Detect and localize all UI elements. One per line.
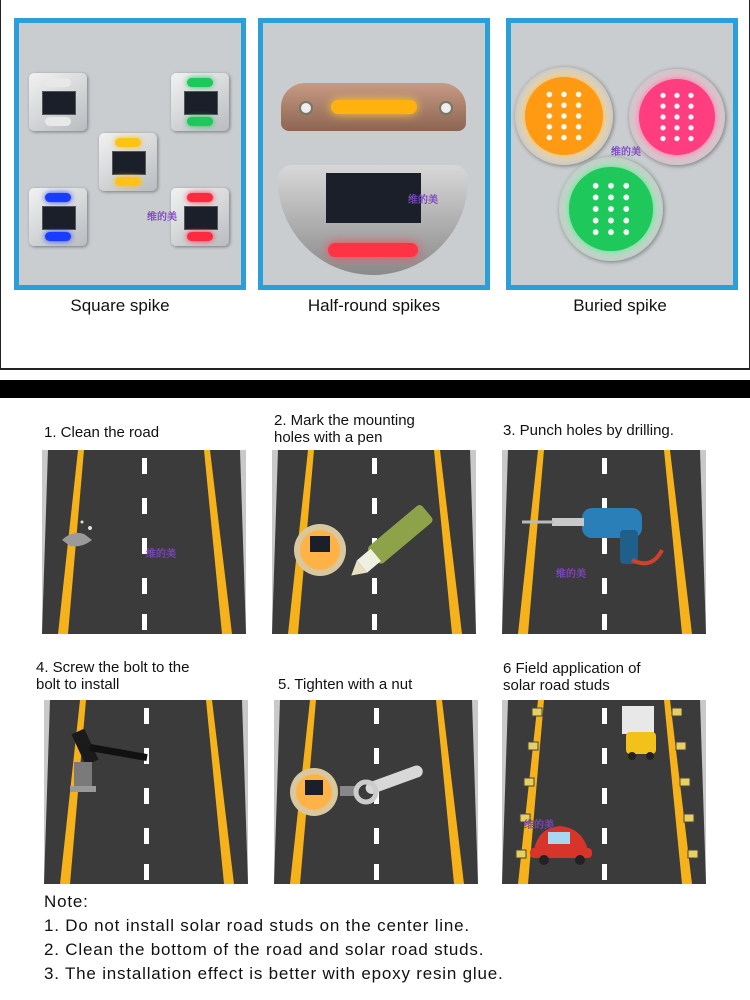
note-item-1: 1. Do not install solar road studs on the center line. xyxy=(44,916,470,935)
buried-stud-pink xyxy=(629,69,725,165)
square-stud-yellow xyxy=(99,133,157,191)
half-round-stud-red xyxy=(278,165,468,275)
buried-stud-amber xyxy=(515,67,613,165)
watermark: 维的美 xyxy=(556,569,586,580)
step-1-illustration xyxy=(42,450,246,634)
half-round-stud-yellow xyxy=(281,83,466,131)
step-2-illustration xyxy=(272,450,476,634)
square-spike-caption: Square spike xyxy=(70,296,170,315)
square-spike-image xyxy=(14,18,246,290)
step-6-illustration xyxy=(502,700,706,884)
buried-spike-image xyxy=(506,18,738,290)
note-item-2: 2. Clean the bottom of the road and solar road studs. xyxy=(44,940,485,959)
square-stud-blue xyxy=(29,188,87,246)
half-round-spike-caption: Half-round spikes xyxy=(307,296,441,315)
step-3-illustration xyxy=(502,450,706,634)
step-2-title: 2. Mark the mounting holes with a pen xyxy=(274,412,415,446)
step-4-title: 4. Screw the bolt to the bolt to install xyxy=(36,659,190,693)
step-1-title: 1. Clean the road xyxy=(44,424,160,441)
half-round-spike-image xyxy=(258,18,490,290)
section-divider xyxy=(0,380,750,398)
watermark: 维的美 xyxy=(408,195,438,206)
square-stud-green xyxy=(171,73,229,131)
watermark: 维的美 xyxy=(147,212,177,223)
buried-spike-caption: Buried spike xyxy=(573,296,667,315)
step-5-illustration xyxy=(274,700,478,884)
buried-stud-green xyxy=(559,157,663,261)
watermark: 维的美 xyxy=(524,820,554,831)
road-stud-icon xyxy=(294,524,346,576)
note-heading: Note: xyxy=(44,892,89,911)
step-4-illustration xyxy=(44,700,248,884)
step-6-title: 6 Field application of solar road studs xyxy=(503,660,641,694)
step-3-title: 3. Punch holes by drilling. xyxy=(503,422,674,439)
note-item-3: 3. The installation effect is better with epoxy resin glue. xyxy=(44,964,504,983)
square-stud-white xyxy=(29,73,87,131)
step-5-title: 5. Tighten with a nut xyxy=(278,676,413,693)
watermark: 维的美 xyxy=(146,549,176,560)
square-stud-red xyxy=(171,188,229,246)
watermark: 维的美 xyxy=(611,147,641,158)
road-stud-icon xyxy=(290,768,338,816)
truck-icon xyxy=(622,706,656,760)
